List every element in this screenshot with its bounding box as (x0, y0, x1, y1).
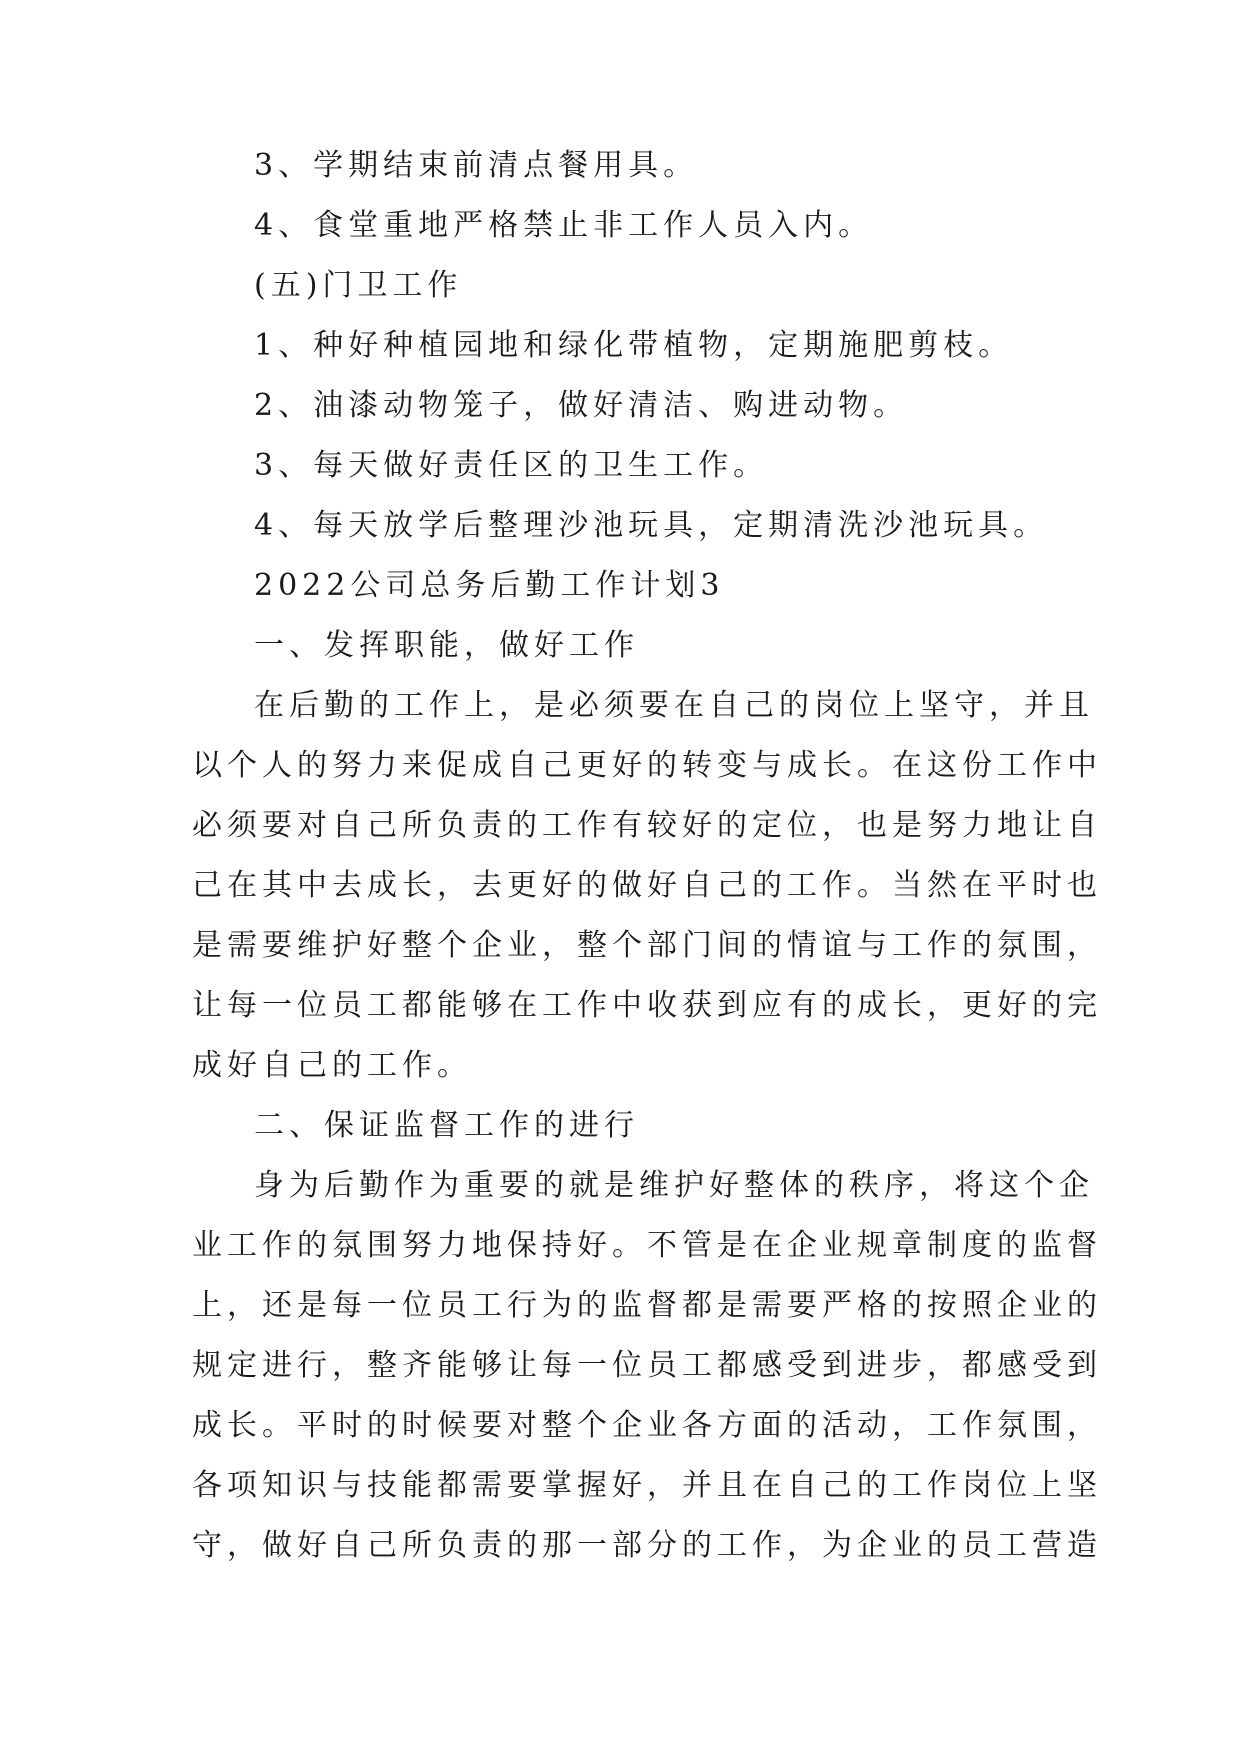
paragraph-line: 让每一位员工都能够在工作中收获到应有的成长，更好的完 (192, 988, 1102, 1023)
paragraph-line: 是需要维护好整个企业，整个部门间的情谊与工作的氛围， (192, 928, 1102, 963)
list-item-guard-3: 3、每天做好责任区的卫生工作。 (254, 448, 769, 483)
section-heading-guard: (五)门卫工作 (254, 268, 463, 303)
paragraph-line: 在后勤的工作上，是必须要在自己的岗位上坚守，并且 (254, 688, 1094, 723)
paragraph-line: 业工作的氛围努力地保持好。不管是在企业规章制度的监督 (192, 1228, 1102, 1263)
paragraph-line: 成长。平时的时候要对整个企业各方面的活动，工作氛围， (192, 1408, 1102, 1443)
paragraph-line: 成好自己的工作。 (192, 1048, 472, 1083)
paragraph-line: 必须要对自己所负责的工作有较好的定位，也是努力地让自 (192, 808, 1102, 843)
paragraph-line: 己在其中去成长，去更好的做好自己的工作。当然在平时也 (192, 868, 1102, 903)
list-item-canteen-3: 3、学期结束前清点餐用具。 (254, 148, 699, 183)
list-item-guard-1: 1、种好种植园地和绿化带植物，定期施肥剪枝。 (254, 328, 1014, 363)
paragraph-line: 上，还是每一位员工行为的监督都是需要严格的按照企业的 (192, 1288, 1102, 1323)
section-heading-1: 一、发挥职能，做好工作 (254, 628, 639, 663)
paragraph-line: 以个人的努力来促成自己更好的转变与成长。在这份工作中 (192, 748, 1102, 783)
paragraph-line: 身为后勤作为重要的就是维护好整体的秩序，将这个企 (254, 1168, 1094, 1203)
list-item-canteen-4: 4、食堂重地严格禁止非工作人员入内。 (254, 208, 874, 243)
list-item-guard-2: 2、油漆动物笼子，做好清洁、购进动物。 (254, 388, 909, 423)
paragraph-line: 守，做好自己所负责的那一部分的工作，为企业的员工营造 (192, 1528, 1102, 1563)
document-subtitle: 2022公司总务后勤工作计划3 (254, 568, 725, 603)
paragraph-line: 各项知识与技能都需要掌握好，并且在自己的工作岗位上坚 (192, 1468, 1102, 1503)
section-heading-2: 二、保证监督工作的进行 (254, 1108, 639, 1143)
list-item-guard-4: 4、每天放学后整理沙池玩具，定期清洗沙池玩具。 (254, 508, 1049, 543)
paragraph-line: 规定进行，整齐能够让每一位员工都感受到进步，都感受到 (192, 1348, 1102, 1383)
